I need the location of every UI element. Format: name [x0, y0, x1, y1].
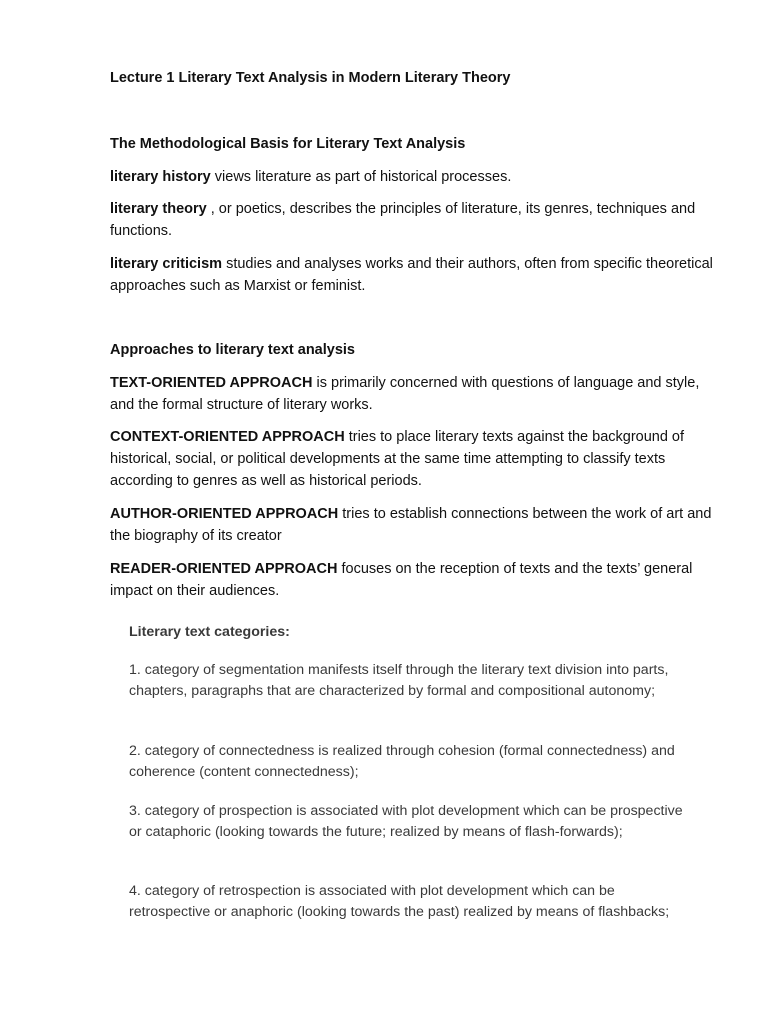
methodological-heading: The Methodological Basis for Literary Text Analysis: [110, 136, 466, 152]
approaches-heading: Approaches to literary text analysis: [110, 342, 355, 358]
term-literary-history: literary history: [110, 169, 211, 185]
paragraph-literary-criticism: [110, 253, 720, 297]
text-reader-oriented: focuses on the reception of texts and the texts’ general impact on their audiences.: [110, 561, 693, 599]
term-text-oriented: TEXT-ORIENTED APPROACH: [110, 375, 313, 391]
term-literary-theory: literary theory: [110, 201, 207, 217]
text-context-oriented: tries to place literary texts against the background of historical, social, or political developments at the same time attempting to classify texts according to genres as well as historical periods.: [110, 429, 685, 489]
paragraph-literary-theory: [110, 198, 720, 242]
term-author-oriented: AUTHOR-ORIENTED APPROACH: [110, 506, 339, 522]
paragraph-context-oriented: [110, 426, 720, 492]
text-author-oriented: tries to establish connections between the work of art and the biography of its creator: [110, 506, 712, 544]
categories-heading: Literary text categories:: [129, 624, 290, 640]
paragraph-text-oriented: [110, 372, 720, 416]
paragraph-reader-oriented: [110, 558, 720, 602]
term-context-oriented: CONTEXT-ORIENTED APPROACH: [110, 429, 345, 445]
category-prospection: 3. category of prospection is associated with plot development which can be prospective or cataphoric (looking towards the future; realized by means of flash-forwards);: [129, 803, 683, 840]
page-title: Lecture 1 Literary Text Analysis in Modern Literary Theory: [110, 70, 511, 86]
paragraph-author-oriented: [110, 503, 720, 547]
category-retrospection: 4. category of retrospection is associated with plot development which can be retrospective or anaphoric (looking towards the past) realized by means of flashbacks;: [129, 883, 670, 920]
text-text-oriented: is primarily concerned with questions of language and style, and the formal structure of literary works.: [110, 375, 700, 413]
term-literary-criticism: literary criticism: [110, 256, 223, 272]
text-literary-theory: , or poetics, describes the principles of literature, its genres, techniques and functions.: [110, 201, 696, 239]
category-connectedness: 2. category of connectedness is realized through cohesion (formal connectedness) and coherence (content connectedness);: [129, 743, 675, 780]
category-segmentation: 1. category of segmentation manifests itself through the literary text division into parts, chapters, paragraphs that are characterized by formal and compositional autonomy;: [129, 662, 669, 699]
paragraph-literary-history: [110, 166, 720, 188]
term-reader-oriented: READER-ORIENTED APPROACH: [110, 561, 338, 577]
text-literary-criticism: studies and analyses works and their authors, often from specific theoretical approaches such as Marxist or feminist.: [110, 256, 713, 294]
text-literary-history: views literature as part of historical processes.: [210, 169, 512, 185]
